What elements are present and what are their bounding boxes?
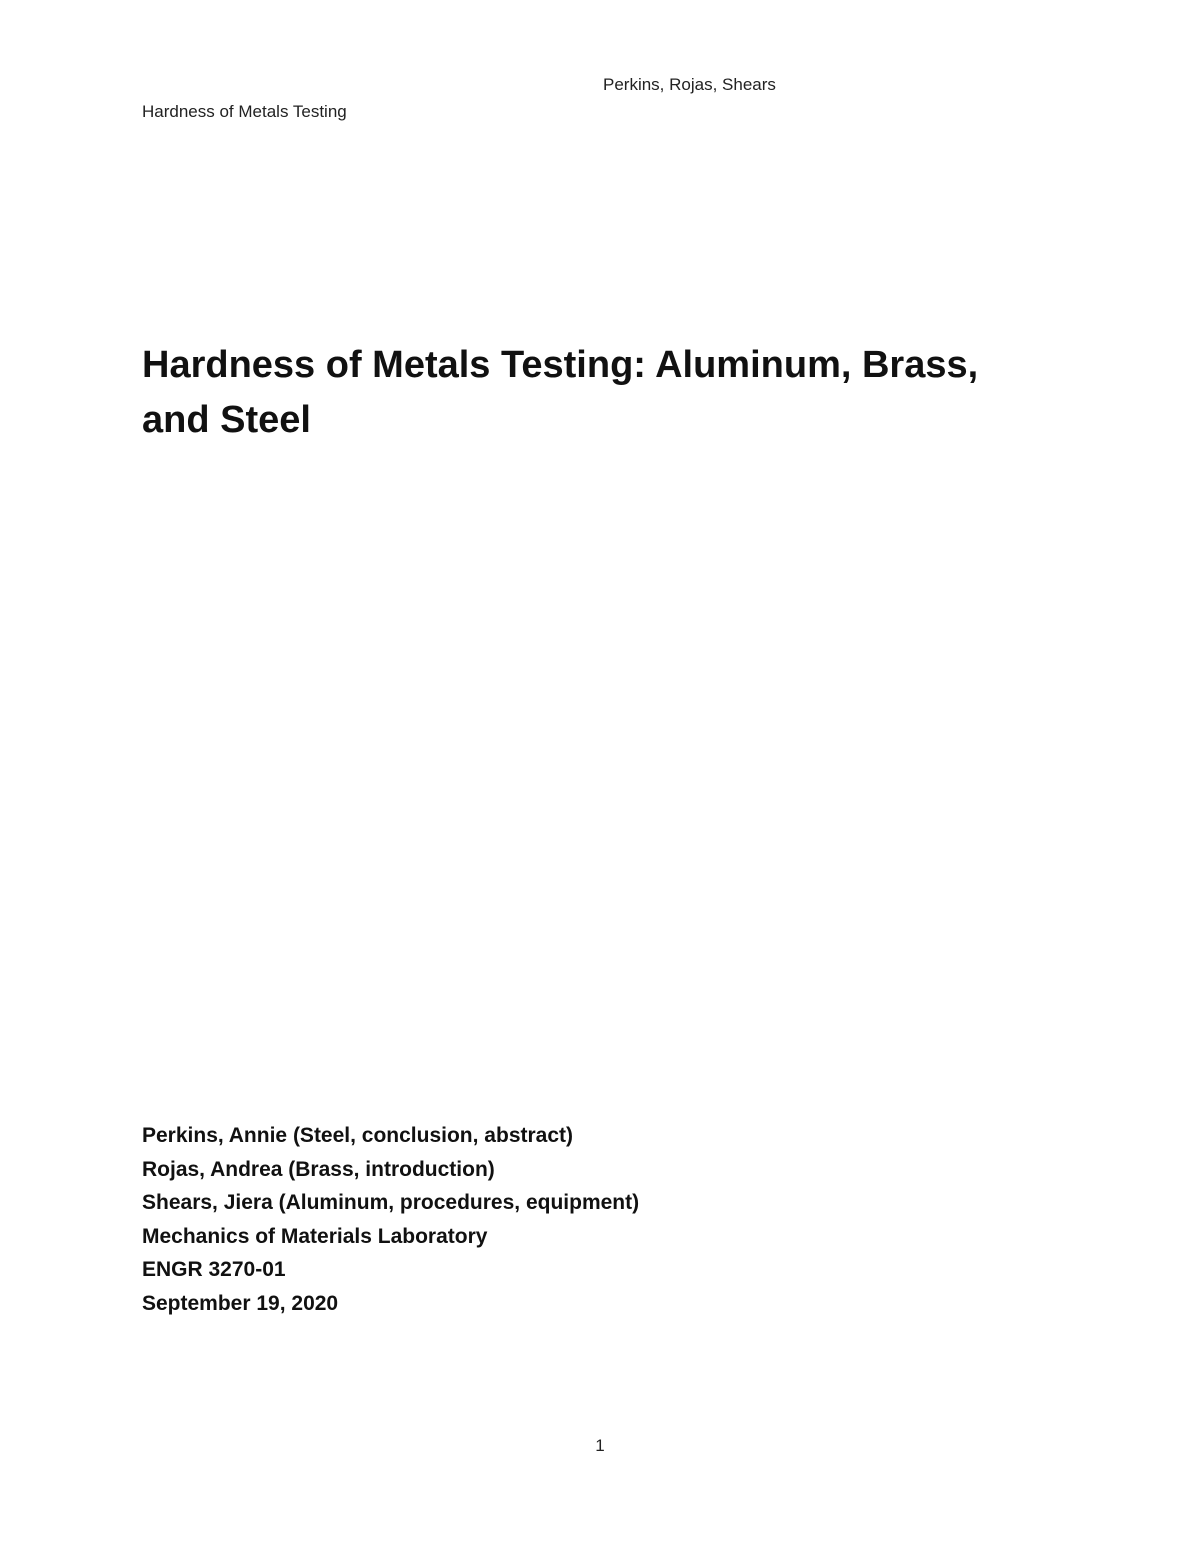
author-rojas: Rojas, Andrea (Brass, introduction) xyxy=(142,1157,495,1181)
report-date: September 19, 2020 xyxy=(142,1291,339,1315)
course-code: ENGR 3270-01 xyxy=(142,1258,286,1282)
course-name: Mechanics of Materials Laboratory xyxy=(142,1224,488,1248)
running-header-title: Hardness of Metals Testing xyxy=(142,102,347,121)
title-line-2: and Steel xyxy=(142,399,311,441)
title-line-1: Hardness of Metals Testing: Aluminum, Brass, xyxy=(142,344,979,386)
author-perkins: Perkins, Annie (Steel, conclusion, abstract) xyxy=(142,1124,574,1147)
running-header-authors: Perkins, Rojas, Shears xyxy=(603,75,776,94)
author-block xyxy=(142,1119,639,1321)
document-title xyxy=(142,338,1082,448)
author-shears: Shears, Jiera (Aluminum, procedures, equipment) xyxy=(142,1191,640,1215)
page-number: 1 xyxy=(595,1436,605,1455)
